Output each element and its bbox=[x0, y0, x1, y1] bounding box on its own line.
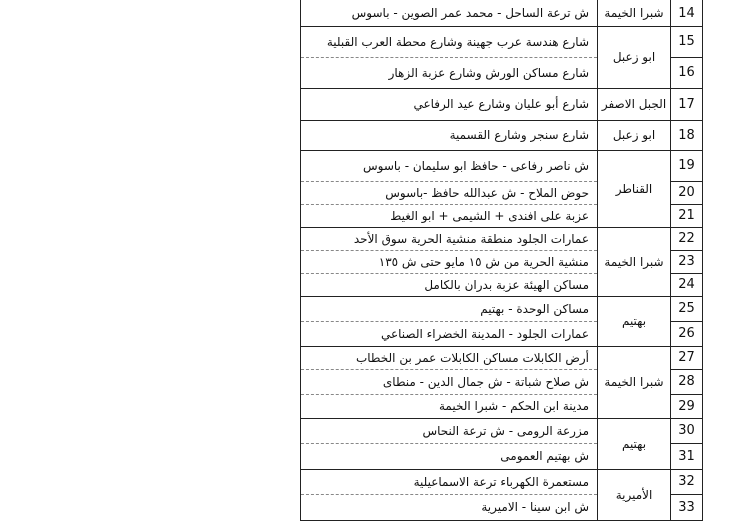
area-cell: الجبل الاصفر bbox=[601, 97, 667, 111]
row-number: 15 bbox=[678, 34, 695, 49]
row-number: 32 bbox=[678, 474, 695, 489]
row-number: 22 bbox=[678, 231, 695, 246]
row-number: 24 bbox=[678, 277, 695, 292]
area-cell: شبرا الخيمة bbox=[604, 375, 664, 389]
street-cell: حوض الملاح - ش عبدالله حافظ -باسوس bbox=[385, 185, 589, 200]
row-number: 31 bbox=[678, 448, 695, 464]
street-cell: ش صلاح شباتة - ش جمال الدين - منطاى bbox=[382, 374, 589, 389]
row-number: 25 bbox=[678, 301, 695, 316]
area-cell: بهتيم bbox=[621, 436, 647, 451]
street-cell: شارع هندسة عرب جهينة وشارع محطة العرب القبلية bbox=[326, 34, 589, 49]
street-cell: ش بهتيم العمومى bbox=[500, 449, 589, 463]
row-number: 30 bbox=[678, 423, 695, 438]
street-cell: ش ترعة الساحل - محمد عمر الصوين - باسوس bbox=[351, 6, 589, 20]
street-cell: ش ابن سينا - الاميرية bbox=[481, 500, 589, 514]
area-cell: بهتيم bbox=[621, 314, 647, 328]
area-cell: القناطر bbox=[615, 181, 653, 196]
row-number: 14 bbox=[678, 5, 695, 21]
table-vertical-border bbox=[702, 0, 703, 520]
row-number: 26 bbox=[678, 326, 695, 341]
street-cell: مساكن الهيئة عزبة بدران بالكامل bbox=[424, 277, 589, 292]
row-number: 33 bbox=[678, 499, 695, 515]
group-border bbox=[300, 520, 703, 521]
street-cell: مدينة ابن الحكم - شبرا الخيمة bbox=[438, 399, 589, 413]
row-number: 19 bbox=[678, 158, 695, 173]
street-cell: عمارات الجلود - المدينة الخضراء الصناعي bbox=[380, 326, 589, 341]
area-cell: الأميرية bbox=[615, 487, 653, 502]
street-cell: مستعمرة الكهرباء ترعة الاسماعيلية bbox=[413, 474, 589, 489]
street-cell: عمارات الجلود منطقة منشية الحرية سوق الأحد bbox=[353, 231, 589, 246]
row-number: 17 bbox=[678, 96, 695, 112]
row-number: 29 bbox=[678, 398, 695, 414]
street-cell: شارع مساكن الورش وشارع عزبة الزهار bbox=[388, 65, 589, 80]
street-cell: أرض الكابلات مساكن الكابلات عمر بن الخطاب bbox=[355, 350, 589, 365]
row-number: 28 bbox=[678, 374, 695, 389]
street-cell: مساكن الوحدة - بهتيم bbox=[480, 301, 589, 316]
row-number: 21 bbox=[678, 208, 695, 223]
row-number: 23 bbox=[678, 254, 695, 269]
row-number: 18 bbox=[678, 127, 695, 143]
row-number: 20 bbox=[678, 185, 695, 200]
street-cell: ش ناصر رفاعى - حافظ ابو سليمان - باسوس bbox=[362, 158, 589, 173]
street-cell: عزبة على افندى + الشيمى + ابو الغيط bbox=[390, 208, 589, 223]
area-cell: شبرا الخيمة bbox=[604, 6, 664, 20]
street-cell: منشية الحرية من ش ١٥ مايو حتى ش ١٣٥ bbox=[378, 254, 589, 269]
street-cell: شارع سنجر وشارع القسمية bbox=[449, 128, 589, 142]
street-cell: مزرعة الرومى - ش ترعة النحاس bbox=[422, 423, 589, 438]
street-cell: شارع أبو عليان وشارع عيد الرفاعي bbox=[413, 97, 589, 111]
area-cell: ابو زعبل bbox=[612, 50, 656, 64]
row-number: 27 bbox=[678, 350, 695, 365]
row-number: 16 bbox=[678, 65, 695, 80]
area-cell: شبرا الخيمة bbox=[604, 254, 664, 269]
area-cell: ابو زعبل bbox=[612, 128, 656, 142]
